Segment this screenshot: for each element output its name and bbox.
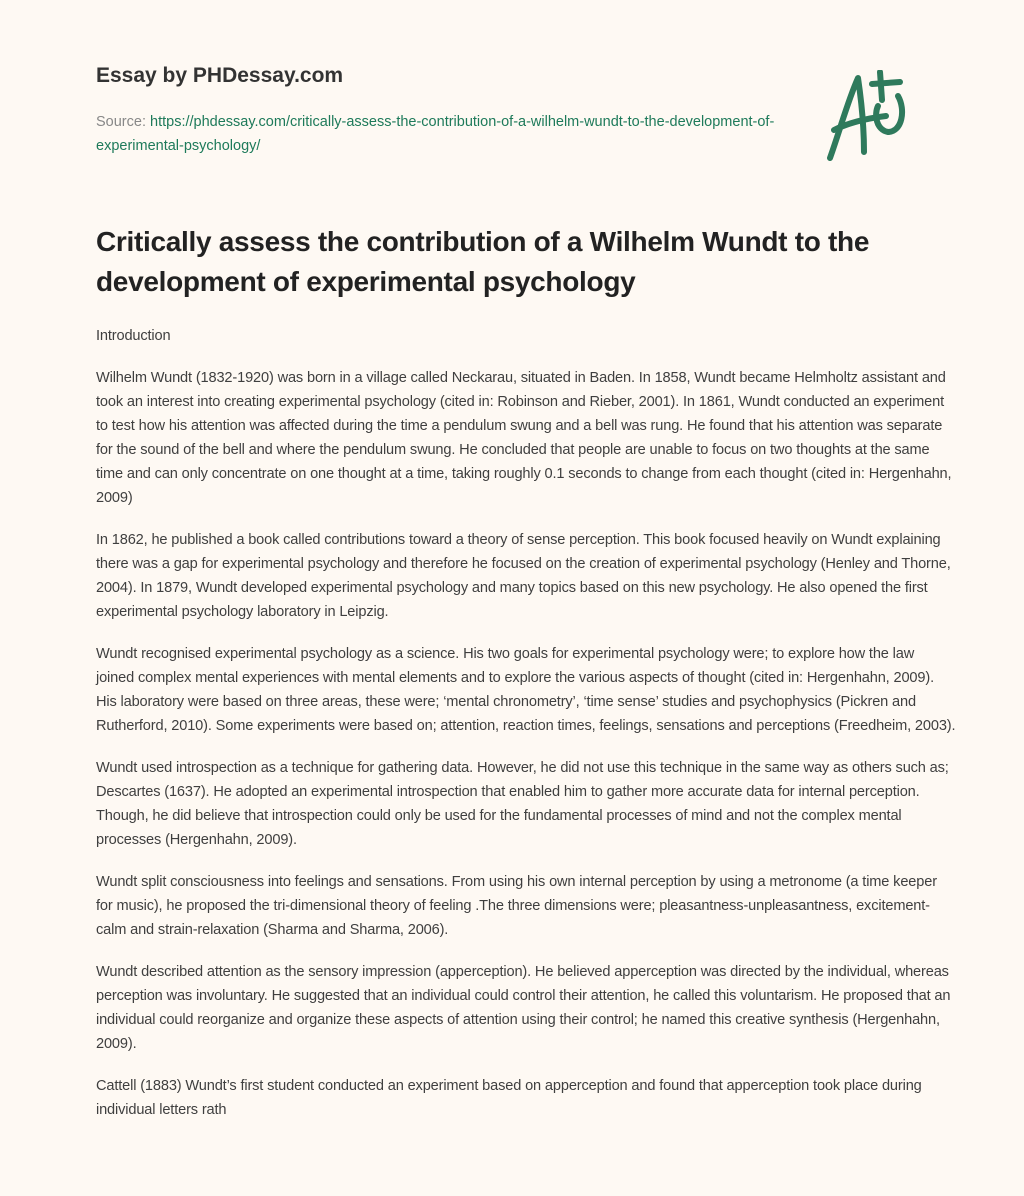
paragraph: Wundt recognised experimental psychology as a science. His two goals for experimental psychology were; to explore how the law joined complex mental experiences with mental elements and to explore the various aspects of thought (cited in: Hergenhahn, 2009). His laboratory were based on three areas, these were; ‘mental chronometry’, ‘time sense’ studies and psychophysics (Pickren and Rutherford, 2010). Some experiments were based on; attention, reaction times, feelings, sensations and perceptions (Freedheim, 2003). [96,646,956,734]
section-heading-introduction: Introduction [96,328,171,344]
source-label: Source: [96,114,146,130]
paragraph: Wilhelm Wundt (1832-1920) was born in a village called Neckarau, situated in Baden. In 1858, Wundt became Helmholtz assistant and took an interest into creating experimental psychology (cited in: Robinson and Rieber, 2001). In 1861, Wundt conducted an experiment to test how his attention was affected during the time a pendulum swung and a bell was rung. He found that his attention was separate for the sound of the bell and where the pendulum swung. He concluded that people are unable to focus on two thoughts at the same time and can only concentrate on one thought at a time, taking roughly 0.1 seconds to change from each thought (cited in: Hergenhahn, 2009) [96,370,952,506]
article [96,222,956,1140]
paragraph: Wundt described attention as the sensory impression (apperception). He believed apperception was directed by the individual, whereas perception was involuntary. He suggested that an individual could control their attention, he called this voluntarism. He proposed that an individual could reorganize and organize these aspects of attention using their control; he named this creative synthesis (Hergenhahn, 2009). [96,964,951,1052]
paragraph-truncated: Cattell (1883) Wundt’s first student conducted an experiment based on apperception and found that apperception took place during individual letters rath [96,1078,922,1118]
site-title: Essay by PHDessay.com [96,64,344,87]
source-line [96,110,776,158]
source-link[interactable]: https://phdessay.com/critically-assess-the-contribution-of-a-wilhelm-wundt-to-the-development-of-experimental-psychology/ [96,114,775,154]
paragraph: Wundt split consciousness into feelings and sensations. From using his own internal perception by using a metronome (a time keeper for music), he proposed the tri-dimensional theory of feeling .The three dimensions were; pleasantness-unpleasantness, excitement-calm and strain-relaxation (Sharma and Sharma, 2006). [96,874,937,938]
paragraph: In 1862, he published a book called contributions toward a theory of sense perception. This book focused heavily on Wundt explaining there was a gap for experimental psychology and therefore he focused on the creation of experimental psychology (Henley and Thorne, 2004). In 1879, Wundt developed experimental psychology and many topics based on this new psychology. He also opened the first experimental psychology laboratory in Leipzig. [96,532,951,620]
paragraph: Wundt used introspection as a technique for gathering data. However, he did not use this technique in the same way as others such as; Descartes (1637). He adopted an experimental introspection that enabled him to gather more accurate data for internal perception. Though, he did believe that introspection could only be used for the fundamental processes of mind and not the complex mental processes (Hergenhahn, 2009). [96,760,949,848]
article-title: Critically assess the contribution of a Wilhelm Wundt to the development of experimental psychology [96,226,870,297]
a-plus-logo-icon [820,70,930,170]
